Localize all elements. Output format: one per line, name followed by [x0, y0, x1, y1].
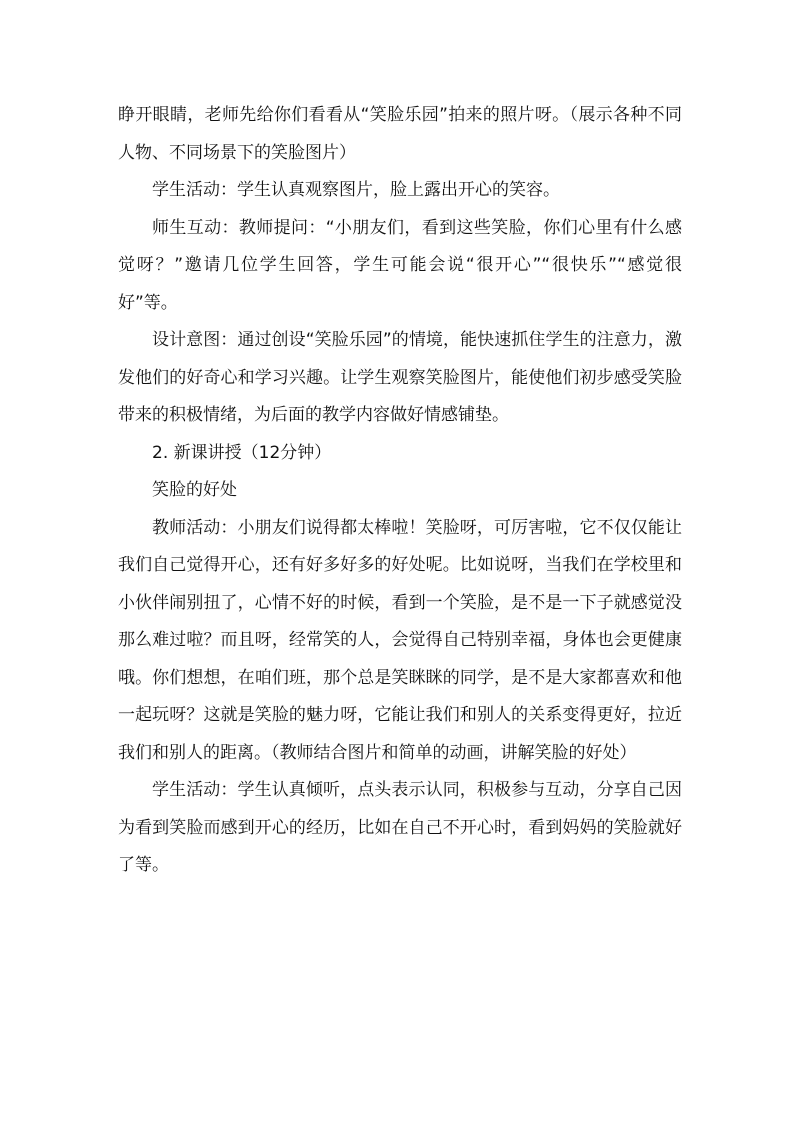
paragraph-intro-photos: 睁开眼睛，老师先给你们看看从“笑脸乐园”拍来的照片呀。（展示各种不同人物、不同场景下的笑脸图片）	[118, 105, 682, 163]
section-heading-new-lesson: 2. 新课讲授（12分钟）	[152, 442, 332, 463]
paragraph-design-intent: 设计意图：通过创设“笑脸乐园”的情境，能快速抓住学生的注意力，激发他们的好奇心和学习兴趣。让学生观察笑脸图片，能使他们初步感受笑脸带来的积极情绪，为后面的教学内容做好情感铺垫。	[118, 330, 682, 425]
paragraph-student-activity-observe: 学生活动：学生认真观察图片，脸上露出开心的笑容。	[152, 180, 560, 200]
paragraph-student-activity-share: 学生活动：学生认真倾听，点头表示认同，积极参与互动，分享自己因为看到笑脸而感到开心的经历，比如在自己不开心时，看到妈妈的笑脸就好了等。	[118, 780, 682, 875]
paragraph-teacher-student-interaction: 师生互动：教师提问：“小朋友们，看到这些笑脸，你们心里有什么感觉呀？”邀请几位学生回答，学生可能会说“很开心”“很快乐”“感觉很好”等。	[118, 217, 682, 313]
document-body	[118, 97, 682, 885]
subheading-benefits-of-smile: 笑脸的好处	[152, 480, 237, 500]
paragraph-teacher-activity: 教师活动：小朋友们说得都太棒啦！笑脸呀，可厉害啦，它不仅仅能让我们自己觉得开心，还有好多好多的好处呢。比如说呀，当我们在学校里和小伙伴闹别扭了，心情不好的时候，看到一个笑脸，是不是一下子就感觉没那么难过啦？而且呀，经常笑的人，会觉得自己特别幸福，身体也会更健康哦。你们想想，在咱们班，那个总是笑眯眯的同学，是不是大家都喜欢和他一起玩呀？这就是笑脸的魅力呀，它能让我们和别人的关系变得更好，拉近我们和别人的距离。（教师结合图片和简单的动画，讲解笑脸的好处）	[118, 517, 682, 763]
